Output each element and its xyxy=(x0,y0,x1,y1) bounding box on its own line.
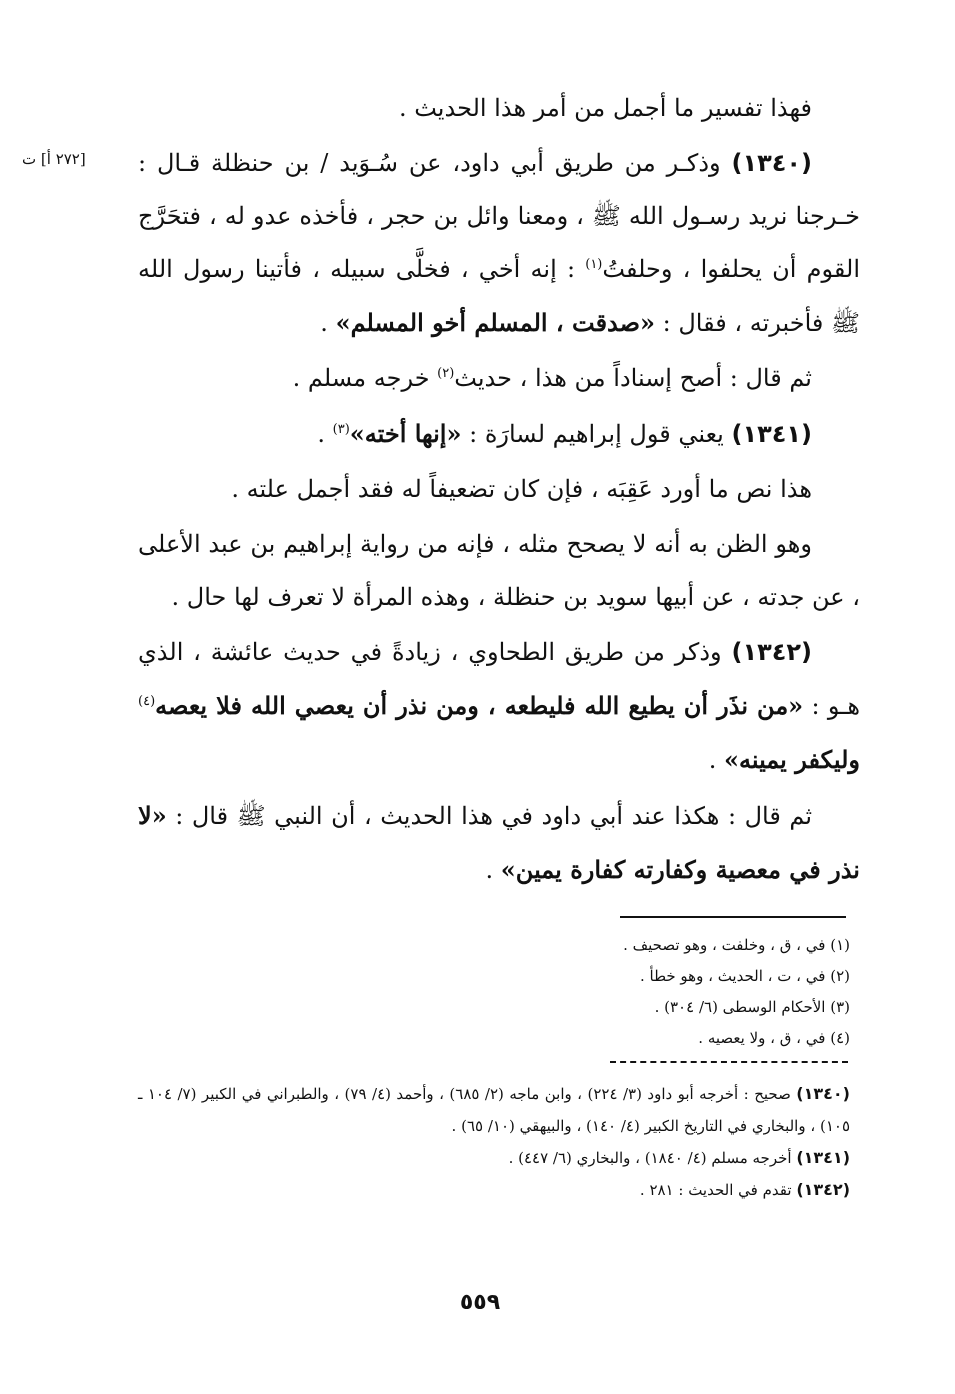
paragraph-text: يعني قول إبراهيم لسارَة : xyxy=(461,420,732,448)
hadith-quote: «إنها أخته» xyxy=(349,419,462,448)
takhrij-text: أخرجه مسلم (٤/ ١٨٤٠) ، والبخاري (٦/ ٤٤٧) . xyxy=(508,1149,797,1167)
paragraph-text: . xyxy=(485,856,501,884)
footnote-1: (١) في ، ق ، وخلفت ، وهو تصحيف . xyxy=(623,936,850,954)
paragraph-text: ثم قال : أصح إسناداً من هذا ، حديث xyxy=(454,364,812,392)
footnote-separator xyxy=(620,916,846,918)
paragraph-comment-4 xyxy=(138,789,860,897)
paragraph-text: وذكـر من طريق أبي داود، عن سُـوَيد / بن حنظلة قـال : خـرجنا نريد رسـول الله ﷺ ، ومعنا وائل بن حجر ، فأخذه عدو له ، فتحَرَّج القوم أن يحلفوا ، وحلفتُ xyxy=(138,149,861,283)
paragraph-text: : إنه أخي ، فخلَّى سبيله ، فأتينا رسول الله ﷺ فأخبرته ، فقال : xyxy=(138,255,860,337)
footnote-3: (٣) الأحكام الوسطى (٦/ ٣٠٤) . xyxy=(654,998,850,1016)
margin-manuscript-ref: [٢٧٢ أ] ت xyxy=(22,150,86,168)
hadith-quote: «لا نذر في معصية وكفارته كفارة يمين» xyxy=(138,801,860,884)
paragraph-text: خرجه مسلم . xyxy=(292,364,438,392)
paragraph-text: ثم قال : هكذا عند أبي داود في هذا الحديث ، أن النبي ﷺ قال : xyxy=(166,802,812,830)
paragraph-comment-2: هذا نص ما أورد عَقِبَه ، فإن كان تضعيفاً له فقد أجمل علته . xyxy=(231,475,812,503)
takhrij-1341 xyxy=(138,1142,850,1174)
footnote-marker: (٢) xyxy=(437,366,455,381)
page-number: ٥٥٩ xyxy=(459,1290,501,1315)
takhrij-separator xyxy=(610,1061,848,1063)
paragraph-comment-3: وهو الظن به أنه لا يصحح مثله ، فإنه من رواية إبراهيم بن عبد الأعلى ، عن جدته ، عن أبيها سويد بن حنظلة ، وهذه المرأة لا تعرف لها حال . xyxy=(138,530,860,611)
footnote-2: (٢) في ، ت ، الحديث ، وهو خطأ . xyxy=(639,967,850,985)
hadith-number: (١٣٤١) xyxy=(731,420,812,448)
paragraph-1341 xyxy=(138,407,860,461)
hadith-number: (١٣٤٢) xyxy=(796,1180,850,1199)
takhrij-1340 xyxy=(138,1078,850,1142)
paragraph-text: وذكر من طريق الطحاوي ، زيادةً في حديث عائشة ، الذي هـو : xyxy=(138,638,860,720)
footnotes xyxy=(560,930,850,1054)
takhrij-notes xyxy=(138,1078,850,1206)
hadith-number: (١٣٤٠) xyxy=(796,1084,850,1103)
footnote-marker: (٣) xyxy=(332,422,350,437)
main-text xyxy=(138,82,860,899)
paragraph-0: فهذا تفسير ما أجمل من أمر هذا الحديث . xyxy=(398,94,812,122)
takhrij-text: صحيح : أخرجه أبو داود (٣/ ٢٢٤) ، وابن ماجه (٢/ ٦٨٥) ، وأحمد (٤/ ٧٩) ، والطبراني في الكبير (٧/ ١٠٤ ـ ١٠٥) ، والبخاري في التاريخ الكبير (٤/ ١٤٠) ، والبيهقي (١٠/ ٦٥) . xyxy=(138,1085,850,1135)
takhrij-text: تقدم في الحديث : ٢٨١ . xyxy=(639,1181,797,1199)
takhrij-1342 xyxy=(138,1174,850,1206)
hadith-number: (١٣٤٢) xyxy=(731,638,812,666)
footnote-marker: (٤) xyxy=(138,694,156,709)
paragraph-text: . xyxy=(317,420,333,448)
paragraph-comment-1 xyxy=(138,352,860,405)
footnote-marker: (١) xyxy=(585,257,603,272)
footnote-4: (٤) في ، ق ، ولا يعصيه . xyxy=(698,1029,850,1047)
paragraph-1340 xyxy=(138,137,860,350)
paragraph-text: . xyxy=(320,309,336,337)
hadith-quote: «صدقت ، المسلم أخو المسلم» xyxy=(335,308,656,337)
hadith-quote: وليكفر يمينه» xyxy=(723,745,860,774)
hadith-quote: «من نذَر أن يطيع الله فليطعه ، ومن نذر أن يعصي الله فلا يعصه xyxy=(155,691,804,720)
paragraph-1342 xyxy=(138,626,860,787)
hadith-number: (١٣٤٠) xyxy=(731,149,812,177)
hadith-number: (١٣٤١) xyxy=(796,1148,850,1167)
paragraph-text: . xyxy=(708,746,724,774)
